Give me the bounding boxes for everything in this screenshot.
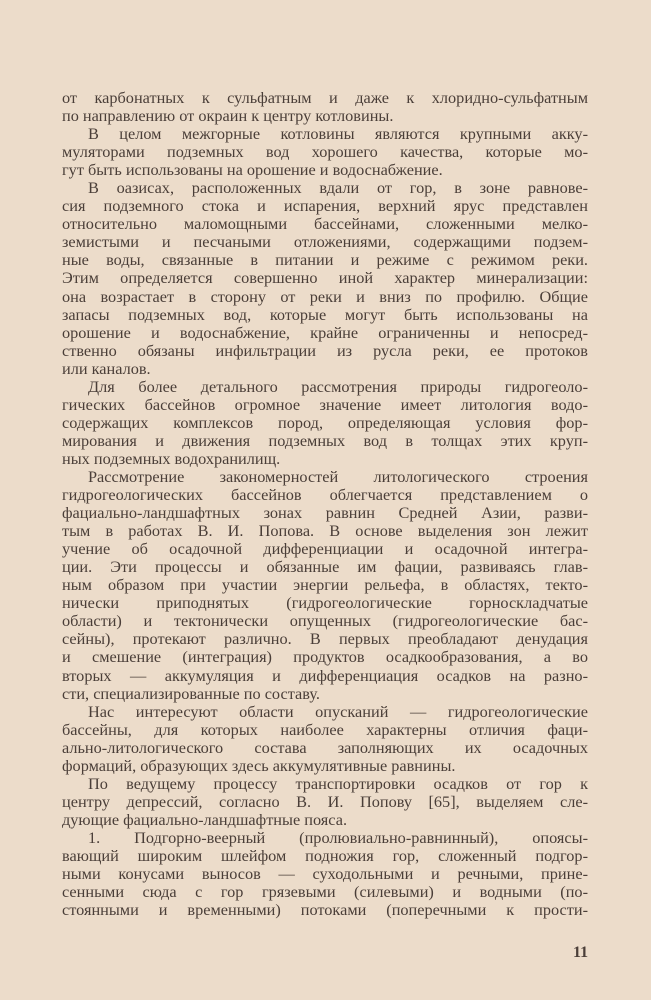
- text-line: или каналов.: [62, 358, 151, 378]
- text-line: гут быть использованы на орошение и водоснабжение.: [62, 160, 443, 180]
- text-line: сенными сюда с гор грязевыми (силевыми) и водными (по-: [62, 882, 588, 902]
- text-line: вторых — аккумуляция и дифференциация осадков на разно-: [62, 665, 588, 685]
- text-line: ными конусами выносов — суходольными и речными, прине-: [62, 864, 588, 884]
- text-line: ным образом при участии энергии рельефа, в областях, текто-: [62, 575, 588, 595]
- paragraph: [62, 468, 588, 703]
- text-line: В целом межгорные котловины являются крупными акку-: [88, 124, 588, 144]
- text-line: 1. Подгорно-веерный (пролювиально-равнинный), опоясы-: [88, 827, 588, 847]
- text-line: вающий широким шлейфом подножия гор, сложенный подгор-: [62, 845, 588, 865]
- text-line: мирования и движения подземных вод в толщах этих круп-: [62, 430, 588, 450]
- text-line: Этим определяется совершенно иной характер минерализации:: [62, 268, 588, 288]
- text-line: Нас интересуют области опусканий — гидрогеологические: [88, 701, 588, 721]
- text-line: по направлению от окраин к центру котловины.: [62, 106, 394, 126]
- paragraph: [62, 89, 588, 125]
- text-line: ных подземных водохранилищ.: [62, 448, 281, 468]
- text-line: По ведущему процессу транспортировки осадков от гор к: [88, 773, 588, 793]
- page-body: [62, 89, 588, 919]
- text-line: нически приподнятых (гидрогеологические горноскладчатые: [62, 593, 588, 613]
- text-line: Для более детального рассмотрения природы гидрогеоло-: [88, 376, 588, 396]
- text-line: учение об осадочной дифференциации и осадочной интегра-: [62, 539, 588, 559]
- text-line: земистыми и песчаными отложениями, содержащими подзем-: [62, 232, 588, 252]
- text-line: Рассмотрение закономерностей литологического строения: [88, 466, 588, 486]
- paragraph: [62, 125, 588, 179]
- text-line: гидрогеологических бассейнов облегчается представлением о: [62, 485, 588, 505]
- paragraph: [62, 378, 588, 468]
- text-line: гических бассейнов огромное значение имеет литология водо-: [62, 394, 588, 414]
- text-line: сти, специализированные по составу.: [62, 683, 320, 703]
- paragraph: [62, 829, 588, 919]
- text-line: тым в работах В. И. Попова. В основе выделения зон лежит: [62, 521, 588, 541]
- text-line: дующие фациально-ландшафтные пояса.: [62, 809, 348, 829]
- text-line: В оазисах, расположенных вдали от гор, в зоне равнове-: [88, 178, 588, 198]
- text-line: относительно маломощными бассейнами, сложенными мелко-: [62, 214, 588, 234]
- text-line: сия подземного стока и испарения, верхний ярус представлен: [62, 196, 588, 216]
- text-line: ально-литологического состава заполняющих их осадочных: [62, 737, 588, 757]
- text-line: от карбонатных к сульфатным и даже к хлоридно-сульфатным: [62, 88, 588, 107]
- paragraph: [62, 703, 588, 775]
- text-line: ции. Эти процессы и обязанные им фации, развиваясь глав-: [62, 557, 588, 577]
- text-line: содержащих комплексов пород, определяющая условия фор-: [62, 412, 588, 432]
- text-line: ные воды, связанные в питании и режиме с режимом реки.: [62, 250, 588, 270]
- text-line: ственно обязаны инфильтрации из русла реки, ее протоков: [62, 340, 588, 360]
- paragraph: [62, 775, 588, 829]
- paragraph: [62, 179, 588, 378]
- text-line: и смешение (интеграция) продуктов осадкообразования, а во: [62, 647, 588, 667]
- text-line: центру депрессий, согласно В. И. Попову [65], выделяем сле-: [62, 791, 588, 811]
- text-line: формаций, образующих здесь аккумулятивные равнины.: [62, 755, 456, 775]
- page-number: 11: [573, 944, 589, 961]
- text-line: орошение и водоснабжение, крайне ограниченны и непосред-: [62, 322, 588, 342]
- text-line: бассейны, для которых наиболее характерны отличия фаци-: [62, 719, 588, 739]
- text-line: стоянными и временными) потоками (поперечными к прости-: [62, 900, 588, 920]
- text-line: муляторами подземных вод хорошего качества, которые мо-: [62, 142, 588, 162]
- text-line: запасы подземных вод, которые могут быть использованы на: [62, 304, 588, 324]
- text-line: она возрастает в сторону от реки и вниз по профилю. Общие: [62, 286, 588, 306]
- text-line: сейны), протекают различно. В первых преобладают денудация: [62, 629, 588, 649]
- text-line: фациально-ландшафтных зонах равнин Средней Азии, разви-: [62, 503, 588, 523]
- text-line: области) и тектонически опущенных (гидрогеологические бас-: [62, 611, 588, 631]
